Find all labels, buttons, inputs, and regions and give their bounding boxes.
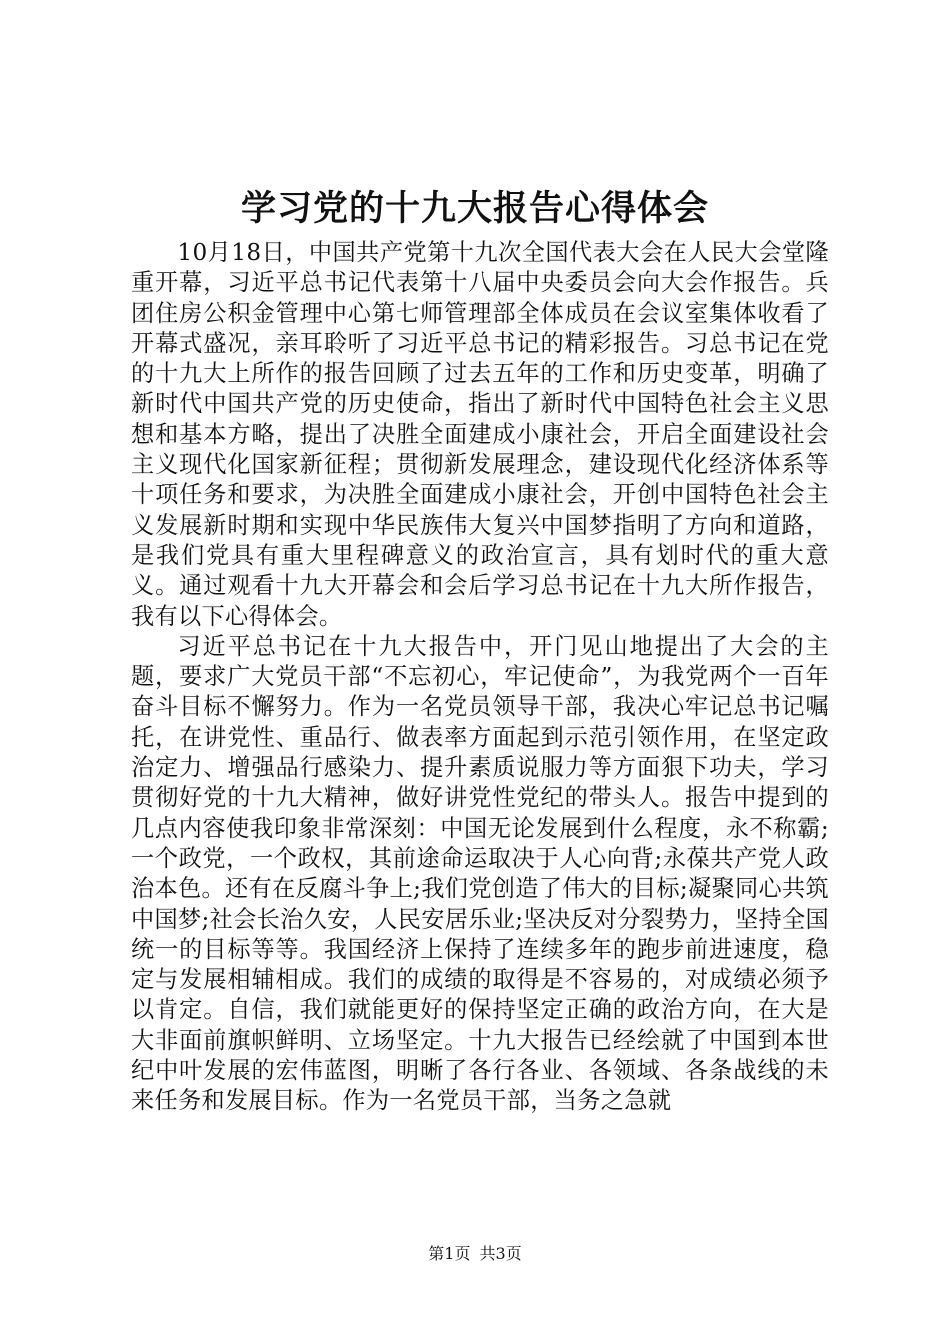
page-footer: [0, 1243, 950, 1265]
paragraph-2: 习近平总书记在十九大报告中，开门见山地提出了大会的主题，要求广大党员干部“不忘初心，牢记使命”，为我党两个一百年奋斗目标不懈努力。作为一名党员领导干部，我决心牢记总书记嘱托，在讲党性、重品行、做表率方面起到示范引领作用，在坚定政治定力、增强品行感染力、提升素质说服力等方面狠下功夫，学习贯彻好党的十九大精神，做好讲党性党纪的带头人。报告中提到的几点内容使我印象非常深刻：中国无论发展到什么程度，永不称霸;一个政党，一个政权，其前途命运取决于人心向背;永葆共产党人政治本色。还有在反腐斗争上;我们党创造了伟大的目标;凝聚同心共筑中国梦;社会长治久安，人民安居乐业;坚决反对分裂势力，坚持全国统一的目标等等。我国经济上保持了连续多年的跑步前进速度，稳定与发展相辅相成。我们的成绩的取得是不容易的，对成绩必须予以肯定。自信，我们就能更好的保持坚定正确的政治方向，在大是大非面前旗帜鲜明、立场坚定。十九大报告已经绘就了中国到本世纪中叶发展的宏伟蓝图，明晰了各行各业、各领域、各条战线的未来任务和发展目标。作为一名党员干部，当务之急就: [131, 632, 829, 1115]
paragraph-1: 10月18日，中国共产党第十九次全国代表大会在人民大会堂隆重开幕，习近平总书记代表第十八届中央委员会向大会作报告。兵团住房公积金管理中心第七师管理部全体成员在会议室集体收看了开幕式盛况，亲耳聆听了习近平总书记的精彩报告。习总书记在党的十九大上所作的报告回顾了过去五年的工作和历史变革，明确了新时代中国共产党的历史使命，指出了新时代中国特色社会主义思想和基本方略，提出了决胜全面建成小康社会，开启全面建设社会主义现代化国家新征程；贯彻新发展理念，建设现代化经济体系等十项任务和要求，为决胜全面建成小康社会，开创中国特色社会主义发展新时期和实现中华民族伟大复兴中国梦指明了方向和道路，是我们党具有重大里程碑意义的政治宣言，具有划时代的重大意义。通过观看十九大开幕会和会后学习总书记在十九大所作报告，我有以下心得体会。: [131, 239, 829, 630]
page-number: 第1页: [428, 1244, 471, 1263]
document-body: [131, 238, 829, 1117]
page-total: 共3页: [479, 1244, 522, 1263]
document-title: 学习党的十九大报告心得体会: [240, 188, 709, 229]
